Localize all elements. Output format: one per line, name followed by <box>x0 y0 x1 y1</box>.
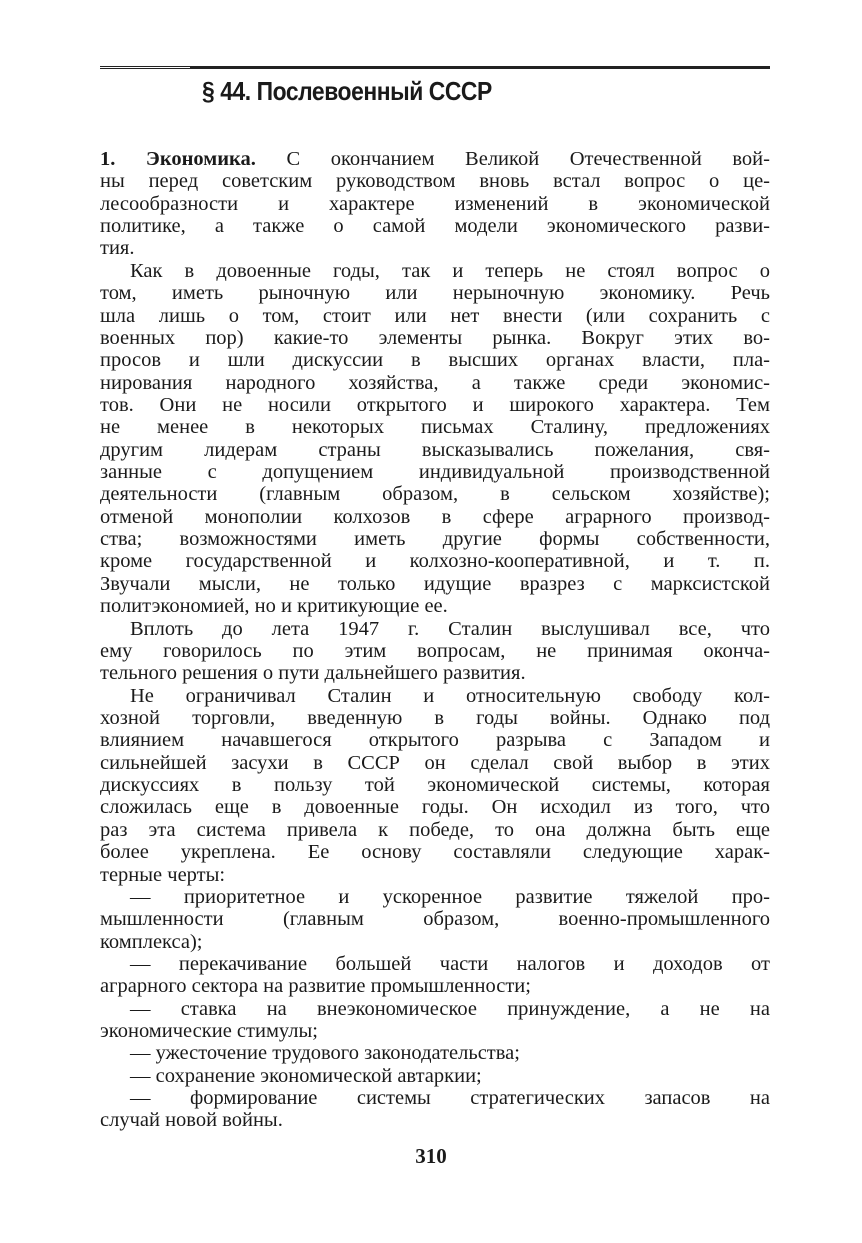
body-text <box>100 148 770 1132</box>
text-line <box>100 483 770 505</box>
line-text: военных пор) какие-то элементы рынка. Вокруг этих во- <box>100 326 770 349</box>
line-text: — перекачивание большей части налогов и доходов от <box>130 952 770 975</box>
line-text: Звучали мысли, не только идущие вразрез с марксистской <box>100 572 770 595</box>
text-line <box>100 349 770 371</box>
line-text: ему говорилось по этим вопросам, не принимая оконча- <box>100 639 770 662</box>
line-text: раз эта система привела к победе, то она должна быть еще <box>100 818 770 841</box>
line-text: сложилась еще в довоенные годы. Он исходил из того, что <box>100 796 770 819</box>
text-line <box>100 796 770 818</box>
text-line <box>100 841 770 863</box>
line-text: том, иметь рыночную или нерыночную экономику. Речь <box>100 282 770 305</box>
line-text: дискуссиях в пользу той экономической системы, которая <box>100 774 770 797</box>
text-line <box>100 394 770 416</box>
text-line <box>100 752 770 774</box>
text-line <box>100 260 770 282</box>
line-text: мышленности (главным образом, военно-промышленного <box>100 908 770 931</box>
text-line <box>100 595 770 617</box>
line-text: не менее в некоторых письмах Сталину, предложениях <box>100 416 770 439</box>
line-text: шла лишь о том, стоит или нет внести (или сохранить с <box>100 304 770 327</box>
text-line <box>100 327 770 349</box>
text-line <box>100 1087 770 1109</box>
text-line <box>100 550 770 572</box>
line-text: ны перед советским руководством вновь встал вопрос о це- <box>100 170 770 193</box>
line-text: — формирование системы стратегических запасов на <box>130 1087 770 1110</box>
text-line <box>100 864 770 886</box>
text-line <box>100 1065 770 1087</box>
text-line <box>100 305 770 327</box>
text-line <box>100 998 770 1020</box>
text-line <box>100 372 770 394</box>
page-title: § 44. Послевоенный СССР <box>202 76 492 106</box>
line-text: политэкономией, но и критикующие ее. <box>100 595 448 618</box>
line-text: терные черты: <box>100 863 226 886</box>
line-text: влиянием начавшегося открытого разрыва с Западом и <box>100 729 770 752</box>
text-line <box>100 1042 770 1064</box>
line-text: ства; возможностями иметь другие формы собственности, <box>100 528 770 551</box>
line-text: сильнейшей засухи в СССР он сделал свой выбор в этих <box>100 751 770 774</box>
line-text: другим лидерам страны высказывались пожелания, свя- <box>100 438 770 461</box>
text-line <box>100 774 770 796</box>
line-text: С окончанием Великой Отечественной вой- <box>255 148 770 170</box>
text-line <box>100 953 770 975</box>
line-text: лесообразности и характере изменений в экономической <box>100 192 770 215</box>
line-text: — сохранение экономической автаркии; <box>130 1064 482 1087</box>
text-line <box>100 729 770 751</box>
top-rule <box>100 66 770 69</box>
text-line <box>100 506 770 528</box>
text-line <box>100 528 770 550</box>
text-line <box>100 931 770 953</box>
line-text: аграрного сектора на развитие промышленности; <box>100 975 531 998</box>
line-text: политике, а также о самой модели экономического разви- <box>100 215 770 238</box>
text-line <box>100 1109 770 1131</box>
line-text: — ставка на внеэкономическое принуждение, а не на <box>130 997 770 1020</box>
text-line <box>100 237 770 259</box>
text-line <box>100 573 770 595</box>
line-text: комплекса); <box>100 930 203 953</box>
text-line <box>100 685 770 707</box>
text-line <box>100 640 770 662</box>
text-line <box>100 148 770 170</box>
line-text: случай новой войны. <box>100 1109 283 1132</box>
text-line <box>100 975 770 997</box>
line-text: просов и шли дискуссии в высших органах власти, пла- <box>100 349 770 372</box>
line-text: Не ограничивал Сталин и относительную свободу кол- <box>130 684 770 707</box>
text-line <box>100 886 770 908</box>
line-text: тия. <box>100 237 135 260</box>
text-line <box>100 215 770 237</box>
line-text: нирования народного хозяйства, а также среди экономис- <box>100 371 770 394</box>
text-line <box>100 1020 770 1042</box>
line-text: Как в довоенные годы, так и теперь не стоял вопрос о <box>130 259 770 282</box>
line-text: — ужесточение трудового законодательства; <box>130 1042 520 1065</box>
text-line <box>100 618 770 640</box>
line-text: деятельности (главным образом, в сельском хозяйстве); <box>100 483 770 506</box>
line-text: экономические стимулы; <box>100 1020 318 1043</box>
text-line <box>100 193 770 215</box>
text-line <box>100 461 770 483</box>
line-text: Вплоть до лета 1947 г. Сталин выслушивал все, что <box>130 617 770 640</box>
page-number: 310 <box>415 1144 447 1168</box>
line-text: — приоритетное и ускоренное развитие тяжелой про- <box>130 885 770 908</box>
line-text: тельного решения о пути дальнейшего развития. <box>100 662 526 685</box>
text-line <box>100 282 770 304</box>
section-lead: 1. Экономика. <box>100 148 256 170</box>
text-line <box>100 908 770 930</box>
text-line <box>100 439 770 461</box>
text-line <box>100 662 770 684</box>
line-text: более укреплена. Ее основу составляли следующие харак- <box>100 841 770 864</box>
line-text: кроме государственной и колхозно-кооперативной, и т. п. <box>100 550 770 573</box>
text-line <box>100 819 770 841</box>
text-line <box>100 707 770 729</box>
text-line <box>100 170 770 192</box>
line-text: тов. Они не носили открытого и широкого характера. Тем <box>100 393 770 416</box>
line-text: отменой монополии колхозов в сфере аграрного производ- <box>100 505 770 528</box>
line-text: занные с допущением индивидуальной производственной <box>100 461 770 484</box>
text-line <box>100 416 770 438</box>
line-text: хозной торговли, введенную в годы войны. Однако под <box>100 706 770 729</box>
